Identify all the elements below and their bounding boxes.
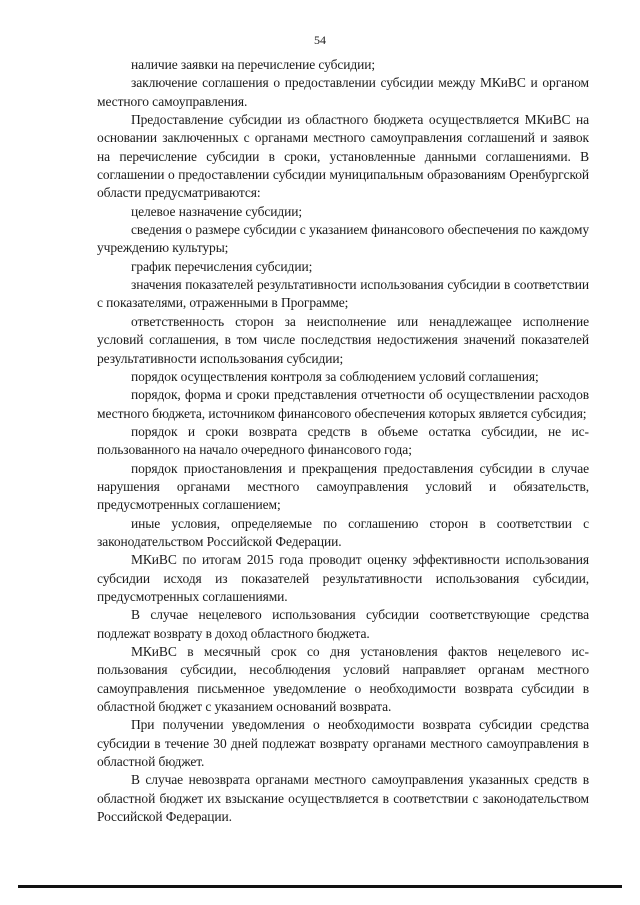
paragraph: порядок осуществления контроля за соблюдением условий соглашения; [131, 368, 539, 384]
paragraph: заключение соглашения о предоставлении субсидии между МКиВС и органом местного самоуправления. [97, 75, 589, 109]
paragraph: В случае невозврата органами местного самоуправления указанных средств в областной бюджет их взыскание осуществляется в соответствии с законодательством Российской Федерации. [97, 772, 589, 825]
document-body [97, 56, 589, 826]
paragraph: При получении уведомления о необходимости возврата субсидии средства субсидии в течение 30 дней подлежат возврату органами местного самоуправления в областной бюджет. [97, 717, 589, 770]
paragraph: Предоставление субсидии из областного бюджета осуществляется МКиВС на основании заключенных с органами местного самоуправления соглашений и заявок на перечисление субсидии в сроки, установленные данными соглашениями. В соглашении о предоставлении субсидии муниципальным образованиям Оренбургской области предусматриваются: [97, 112, 589, 201]
paragraph: МКиВС по итогам 2015 года проводит оценку эффективности использования субсидии исходя из показателей результативности использования субсидии, предусмотренных соглашениями. [97, 552, 589, 604]
paragraph: порядок, форма и сроки представления отчетности об осуществлении расходов местного бюджета, источником финансового обеспечения которых является субсидия; [97, 387, 589, 421]
page-number: 54 [314, 33, 326, 47]
paragraph: иные условия, определяемые по соглашению сторон в соответствии с законодательством Российской Федерации. [97, 515, 589, 549]
paragraph: В случае нецелевого использования субсидии соответствующие средства подлежат возврату в доход областного бюджета. [97, 607, 589, 641]
bottom-divider [18, 885, 622, 888]
paragraph: МКиВС в месячный срок со дня установления фактов нецелевого использования субсидии, несоблюдения условий направляет органам местного самоуправления письменное уведомление о необходимости возврата субсидии в областной бюджет с указанием оснований возврата. [97, 644, 589, 715]
paragraph: порядок и сроки возврата средств в объеме остатка субсидии, не использованного на начало очередного финансового года; [97, 423, 589, 458]
paragraph: наличие заявки на перечисление субсидии; [131, 57, 376, 72]
paragraph: целевое назначение субсидии; [131, 203, 303, 219]
paragraph: порядок приостановления и прекращения предоставления субсидии в случае нарушения органами местного самоуправления условий и обязательств, предусмотренных соглашением; [97, 460, 589, 513]
paragraph: значения показателей результативности использования субсидии в соответствии с показателями, отраженными в Программе; [97, 277, 589, 311]
paragraph: график перечисления субсидии; [131, 258, 313, 274]
paragraph: сведения о размере субсидии с указанием финансового обеспечения по каждому учреждению культуры; [97, 222, 589, 256]
paragraph: ответственность сторон за неисполнение или ненадлежащее исполнение условий соглашения, в том числе последствия недостижения значений показателей результативности использования субсидии; [97, 313, 589, 366]
